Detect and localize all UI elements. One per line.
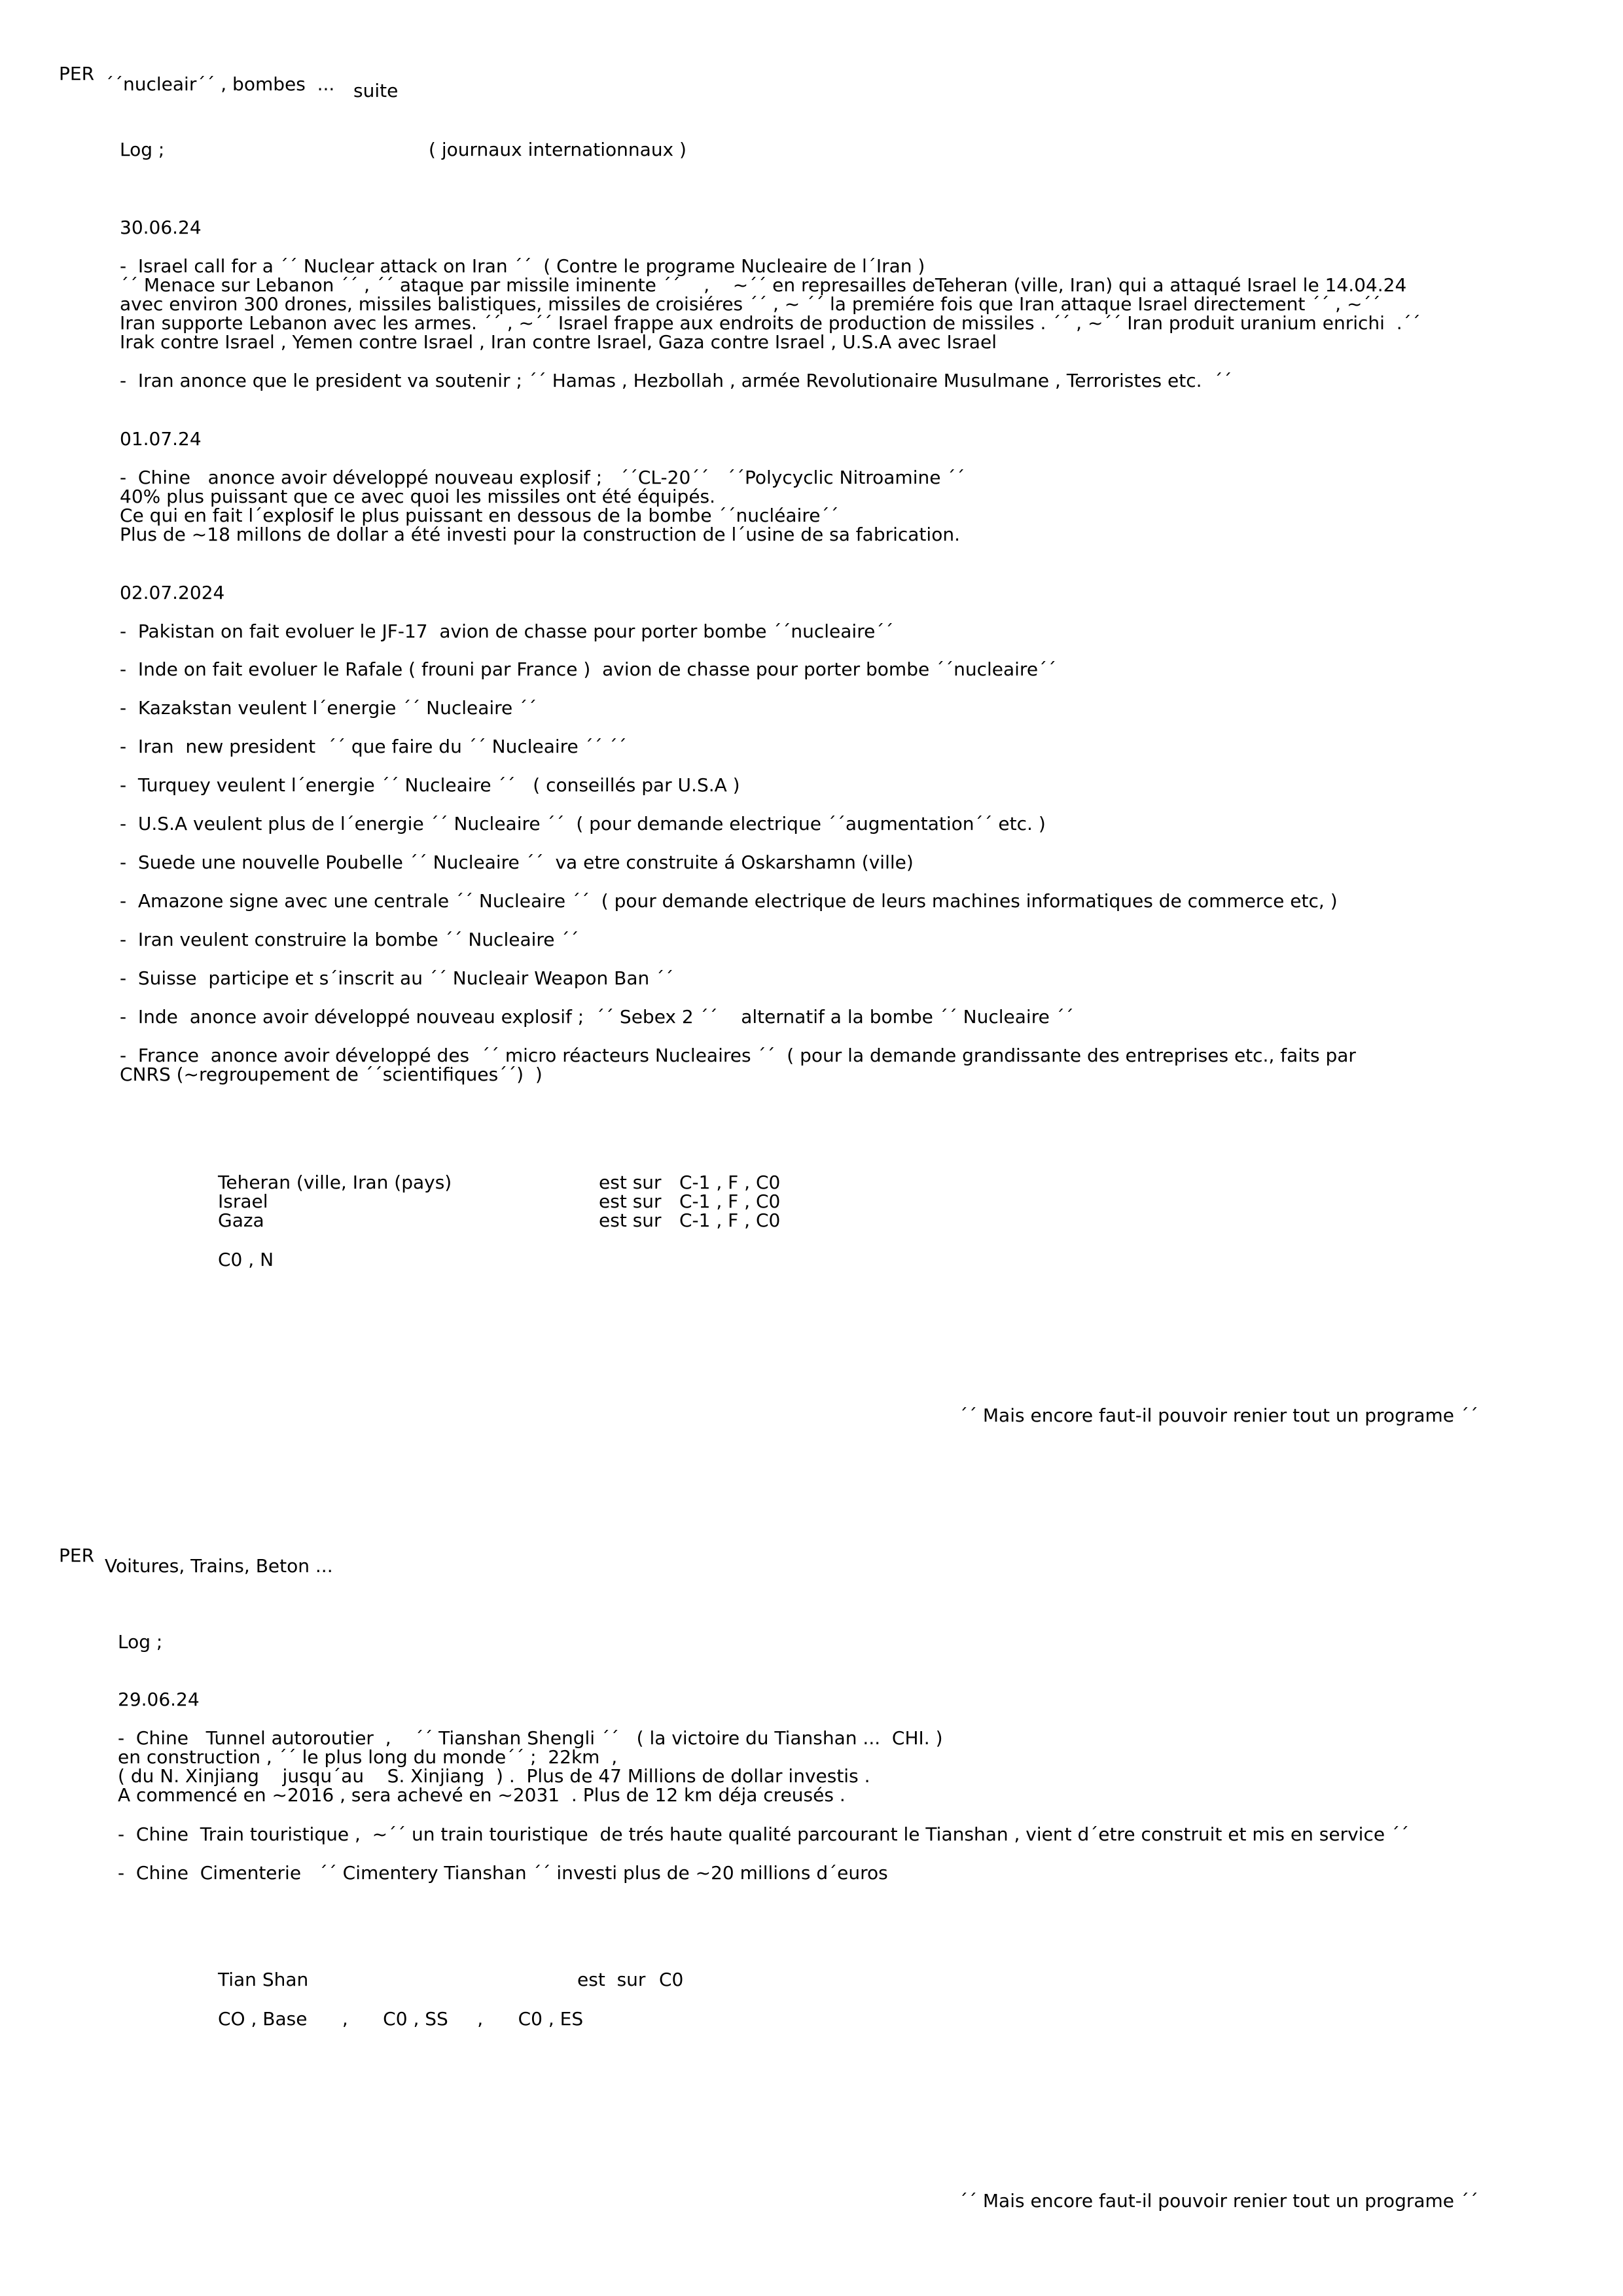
cement-item: - Chine Cimenterie ´´ Cimentery Tianshan ´´ investi plus de ~20 millions d´euros: [118, 1862, 888, 1884]
date-02-07-2024: 02.07.2024: [120, 582, 225, 603]
paragraph-line: avec environ 300 drones, missiles balistiques, missiles de croisiéres ´´ , ~ ´´ la premiére fois que Iran attaque Israel directement ´´ , ~´´: [120, 293, 1381, 315]
place-name: Gaza: [218, 1210, 264, 1231]
france-reactors-item: [120, 1046, 1356, 1084]
news-item: - Turquey veulent l´energie ´´ Nucleaire ´´ ( conseillés par U.S.A ): [120, 774, 740, 796]
est-sur-label: est sur: [599, 1172, 662, 1193]
date-01-07-24: 01.07.24: [120, 428, 202, 450]
tian-shan-name: Tian Shan: [218, 1969, 309, 1990]
section1-title: ´´nucleair´´ , bombes ...: [105, 73, 335, 95]
section2-title: Voitures, Trains, Beton ...: [105, 1555, 333, 1577]
news-item: - Pakistan on fait evoluer le JF-17 avion de chasse pour porter bombe ´´nucleaire´´: [120, 620, 894, 642]
paragraph-line: - Chine anonce avoir développé nouveau explosif ; ´´CL-20´´ ´´Polycyclic Nitroamine ´´: [120, 467, 965, 488]
paragraph-line: CNRS (~regroupement de ´´scientifiques´´) ): [120, 1064, 543, 1085]
section1-log-source: ( journaux internationnaux ): [429, 139, 687, 160]
news-item: - U.S.A veulent plus de l´energie ´´ Nucleaire ´´ ( pour demande electrique ´´augmentation´´ etc. ): [120, 813, 1046, 834]
est-sur-label: est sur: [599, 1191, 662, 1212]
date-29-06-24: 29.06.24: [118, 1689, 200, 1710]
place-value: C-1 , F , C0: [679, 1172, 781, 1193]
section2-per-label: PER: [59, 1545, 95, 1566]
news-item: - Iran new president ´´ que faire du ´´ Nucleaire ´´ ´´: [120, 736, 627, 757]
iran-president-item: - Iran anonce que le president va soutenir ; ´´ Hamas , Hezbollah , armée Revolutionaire Musulmane , Terroristes etc. ´´: [120, 370, 1232, 391]
section1-code: C0 , N: [218, 1249, 274, 1270]
section2-codes: CO , Base , C0 , SS , C0 , ES: [218, 2008, 584, 2030]
section1-log-label: Log ;: [120, 139, 165, 160]
section1-suite: suite: [353, 80, 399, 101]
news-item: - Inde on fait evoluer le Rafale ( frouni par France ) avion de chasse pour porter bombe ´´nucleaire´´: [120, 658, 1057, 680]
section2-quote: ´´ Mais encore faut-il pouvoir renier tout un programe ´´: [959, 2190, 1478, 2212]
place-est-sur-list: [599, 1173, 662, 1230]
israel-iran-paragraph: [120, 257, 1421, 351]
section2-log-label: Log ;: [118, 1631, 163, 1653]
paragraph-line: Iran supporte Lebanon avec les armes. ´´ , ~´´ Israel frappe aux endroits de production de missiles . ´´ , ~´´ Iran produit uranium enrichi .´´: [120, 312, 1421, 334]
news-item: - Suede une nouvelle Poubelle ´´ Nucleaire ´´ va etre construite á Oskarshamn (ville): [120, 852, 914, 873]
place-name: Teheran (ville, Iran (pays): [218, 1172, 452, 1193]
china-explosive-paragraph: [120, 468, 965, 544]
place-value: C-1 , F , C0: [679, 1210, 781, 1231]
est-sur-label: est sur: [599, 1210, 662, 1231]
paragraph-line: 40% plus puissant que ce avec quoi les missiles ont été équipés.: [120, 486, 716, 507]
paragraph-line: A commencé en ~2016 , sera achevé en ~2031 . Plus de 12 km déja creusés .: [118, 1784, 846, 1806]
place-value-list: [679, 1173, 780, 1230]
news-item: - Iran veulent construire la bombe ´´ Nucleaire ´´: [120, 929, 579, 950]
news-item: - Kazakstan veulent l´energie ´´ Nucleaire ´´: [120, 697, 537, 719]
paragraph-line: Ce qui en fait l´explosif le plus puissant en dessous de la bombe ´´nucléaire´´: [120, 505, 839, 526]
section1-per-label: PER: [59, 63, 95, 84]
train-item: - Chine Train touristique , ~´´ un train touristique de trés haute qualité parcourant le Tianshan , vient d´etre construit et mis en service ´´: [118, 1823, 1409, 1845]
paragraph-line: ´´ Menace sur Lebanon ´´ , ´´ ataque par missile iminente ´´ , ~´´ en represailles deTeheran (ville, Iran) qui a attaqué Israel le 14.04.24: [120, 274, 1407, 296]
paragraph-line: Irak contre Israel , Yemen contre Israel , Iran contre Israel, Gaza contre Israel , U.S.A avec Israel: [120, 331, 997, 353]
tian-shan-value: C0: [659, 1969, 684, 1990]
paragraph-line: - France anonce avoir développé des ´´ micro réacteurs Nucleaires ´´ ( pour la demande grandissante des entreprises etc., faits par: [120, 1045, 1356, 1066]
tunnel-paragraph: [118, 1729, 943, 1804]
place-name: Israel: [218, 1191, 268, 1212]
paragraph-line: ( du N. Xinjiang jusqu´au S. Xinjiang ) . Plus de 47 Millions de dollar investis .: [118, 1765, 870, 1787]
paragraph-line: - Israel call for a ´´ Nuclear attack on Iran ´´ ( Contre le programe Nucleaire de l´Iran ): [120, 255, 925, 277]
paragraph-line: - Chine Tunnel autoroutier , ´´ Tianshan Shengli ´´ ( la victoire du Tianshan ... CHI. ): [118, 1727, 943, 1749]
date-30-06-24: 30.06.24: [120, 217, 202, 238]
place-list: [218, 1173, 452, 1230]
news-item: - Amazone signe avec une centrale ´´ Nucleaire ´´ ( pour demande electrique de leurs machines informatiques de commerce etc, ): [120, 890, 1338, 912]
place-value: C-1 , F , C0: [679, 1191, 781, 1212]
section1-quote: ´´ Mais encore faut-il pouvoir renier tout un programe ´´: [959, 1405, 1478, 1426]
news-item: - Inde anonce avoir développé nouveau explosif ; ´´ Sebex 2 ´´ alternatif a la bombe ´´ Nucleaire ´´: [120, 1006, 1074, 1028]
paragraph-line: en construction , ´´ le plus long du monde´´ ; 22km ,: [118, 1746, 618, 1768]
tian-shan-est-sur: est sur: [577, 1969, 646, 1990]
paragraph-line: Plus de ~18 millons de dollar a été investi pour la construction de l´usine de sa fabrication.: [120, 524, 960, 545]
news-item: - Suisse participe et s´inscrit au ´´ Nucleair Weapon Ban ´´: [120, 967, 674, 989]
